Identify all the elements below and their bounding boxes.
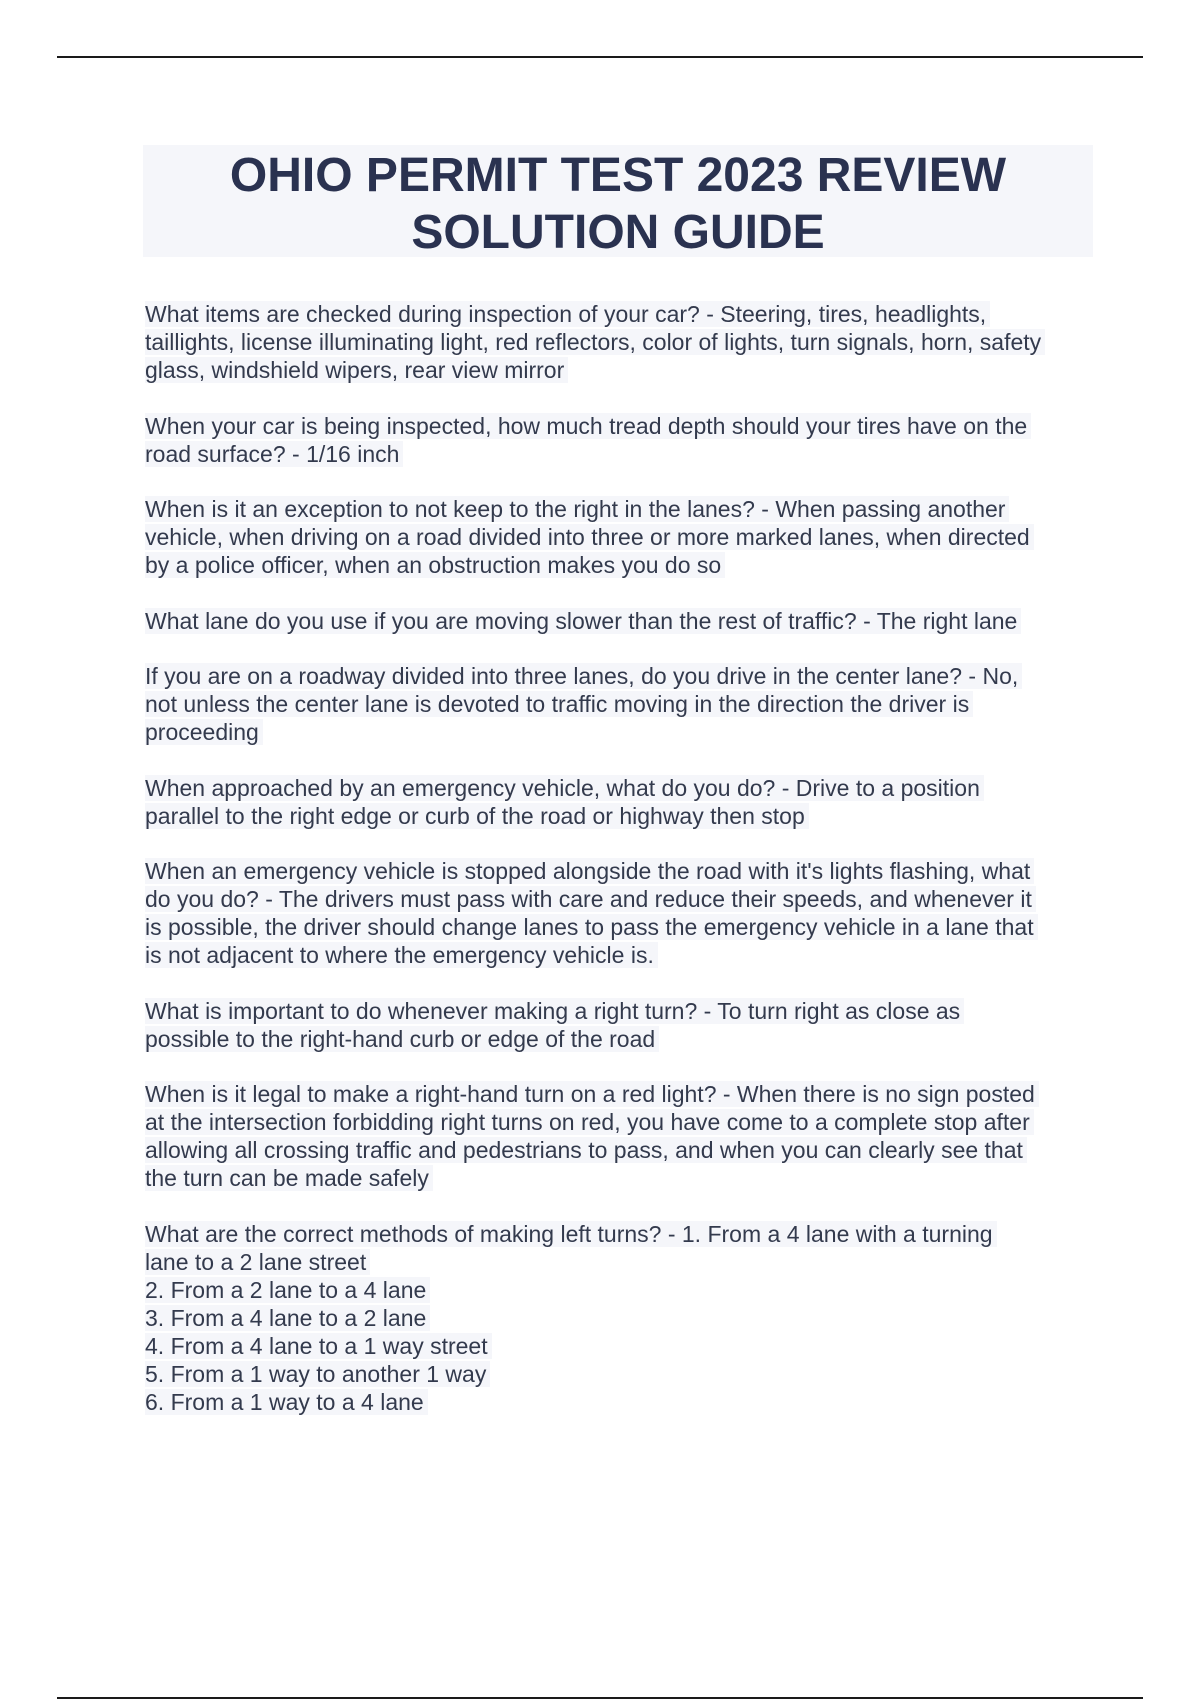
qa-line (145, 1360, 1095, 1388)
qa-line-text: taillights, license illuminating light, red reflectors, color of lights, turn signals, horn, safety (145, 329, 1045, 355)
qa-line-text: When approached by an emergency vehicle, what do you do? - Drive to a position (145, 775, 984, 801)
qa-line-text: is not adjacent to where the emergency vehicle is. (145, 942, 658, 968)
qa-line (145, 885, 1095, 913)
qa-line (145, 356, 1095, 384)
qa-item (145, 997, 1095, 1053)
qa-line-text: When is it an exception to not keep to the right in the lanes? - When passing another (145, 496, 1009, 522)
qa-line-text: vehicle, when driving on a road divided into three or more marked lanes, when directed (145, 524, 1034, 550)
title-block (143, 145, 1093, 257)
qa-line (145, 913, 1095, 941)
qa-line (145, 1248, 1095, 1276)
qa-line-text: lane to a 2 lane street (145, 1249, 370, 1275)
qa-line (145, 1108, 1095, 1136)
qa-line-text: If you are on a roadway divided into three lanes, do you drive in the center lane? - No, (145, 663, 1022, 689)
qa-line-text: by a police officer, when an obstruction makes you do so (145, 552, 725, 578)
qa-item (145, 300, 1095, 384)
title-line: SOLUTION GUIDE (411, 206, 825, 259)
qa-line (145, 774, 1095, 802)
qa-line-text: What are the correct methods of making left turns? - 1. From a 4 lane with a turning (145, 1221, 997, 1247)
bottom-rule (57, 1697, 1143, 1699)
qa-item (145, 495, 1095, 579)
qa-list (145, 300, 1095, 1443)
qa-line-text: the turn can be made safely (145, 1165, 433, 1191)
qa-line (145, 1332, 1095, 1360)
title-line: OHIO PERMIT TEST 2023 REVIEW (229, 149, 1007, 202)
qa-line-text: 6. From a 1 way to a 4 lane (145, 1389, 428, 1415)
qa-line (145, 1080, 1095, 1108)
qa-line-text: What is important to do whenever making a right turn? - To turn right as close as (145, 998, 964, 1024)
qa-line (145, 997, 1095, 1025)
top-rule (57, 56, 1143, 58)
qa-line-text: What items are checked during inspection of your car? - Steering, tires, headlights, (145, 301, 990, 327)
qa-item (145, 774, 1095, 830)
qa-line-text: at the intersection forbidding right turns on red, you have come to a complete stop after (145, 1109, 1034, 1135)
qa-item (145, 1220, 1095, 1416)
qa-line-text: allowing all crossing traffic and pedestrians to pass, and when you can clearly see that (145, 1137, 1027, 1163)
qa-line (145, 718, 1095, 746)
qa-line-text: glass, windshield wipers, rear view mirror (145, 357, 568, 383)
qa-line (145, 607, 1095, 635)
qa-line (145, 328, 1095, 356)
qa-line-text: not unless the center lane is devoted to traffic moving in the direction the driver is (145, 691, 973, 717)
qa-line (145, 1220, 1095, 1248)
qa-line-text: 3. From a 4 lane to a 2 lane (145, 1305, 430, 1331)
qa-line-text: When is it legal to make a right-hand turn on a red light? - When there is no sign posted (145, 1081, 1039, 1107)
qa-line-text: road surface? - 1/16 inch (145, 441, 403, 467)
qa-line-text: parallel to the right edge or curb of the road or highway then stop (145, 803, 809, 829)
qa-line (145, 1164, 1095, 1192)
qa-line (145, 495, 1095, 523)
qa-line (145, 1025, 1095, 1053)
qa-line-text: proceeding (145, 719, 263, 745)
qa-line (145, 1304, 1095, 1332)
qa-line-text: 2. From a 2 lane to a 4 lane (145, 1277, 430, 1303)
qa-line (145, 941, 1095, 969)
qa-line-text: do you do? - The drivers must pass with care and reduce their speeds, and whenever it (145, 886, 1036, 912)
qa-line (145, 1388, 1095, 1416)
qa-line (145, 412, 1095, 440)
qa-line (145, 300, 1095, 328)
qa-item (145, 1080, 1095, 1192)
qa-line-text: What lane do you use if you are moving slower than the rest of traffic? - The right lane (145, 608, 1021, 634)
document-title (143, 145, 1093, 261)
qa-line-text: possible to the right-hand curb or edge of the road (145, 1026, 659, 1052)
qa-line-text: When an emergency vehicle is stopped alongside the road with it's lights flashing, what (145, 858, 1034, 884)
qa-line-text: 5. From a 1 way to another 1 way (145, 1361, 490, 1387)
qa-line (145, 857, 1095, 885)
qa-line-text: 4. From a 4 lane to a 1 way street (145, 1333, 492, 1359)
qa-line (145, 1136, 1095, 1164)
qa-line (145, 551, 1095, 579)
qa-item (145, 662, 1095, 746)
qa-line-text: When your car is being inspected, how much tread depth should your tires have on the (145, 413, 1031, 439)
qa-line (145, 690, 1095, 718)
qa-line-text: is possible, the driver should change lanes to pass the emergency vehicle in a lane that (145, 914, 1038, 940)
qa-line (145, 1276, 1095, 1304)
qa-item (145, 412, 1095, 468)
qa-line (145, 662, 1095, 690)
qa-line (145, 523, 1095, 551)
qa-item (145, 607, 1095, 635)
qa-item (145, 857, 1095, 969)
qa-line (145, 440, 1095, 468)
qa-line (145, 802, 1095, 830)
